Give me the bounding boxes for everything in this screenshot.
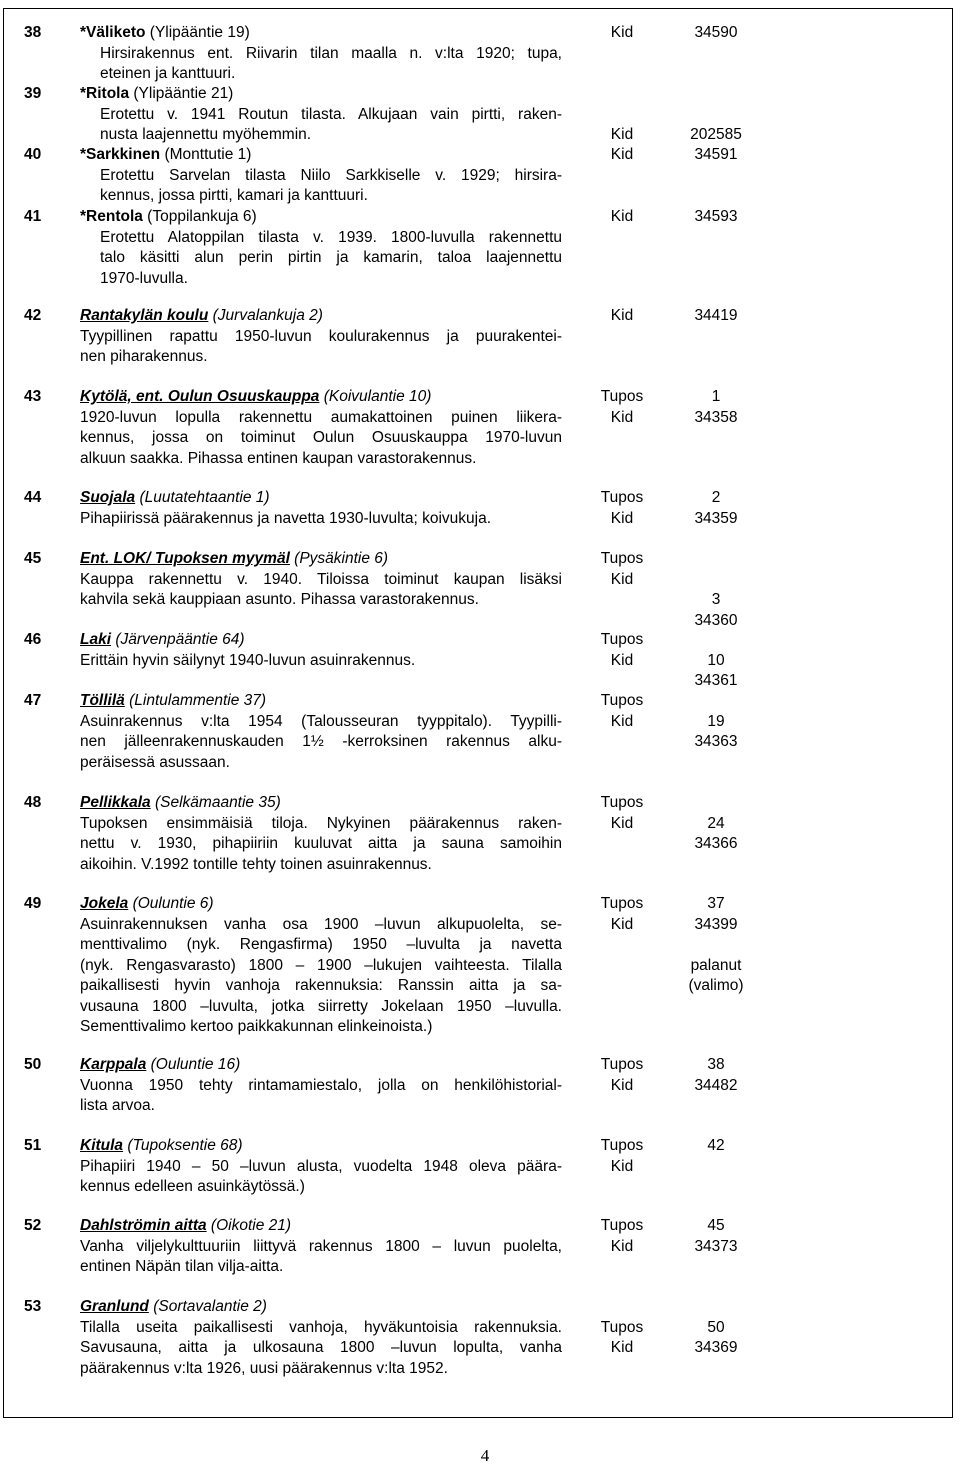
- code-column: [680, 145, 752, 166]
- entry-address: (Luutatehtaantie 1): [135, 489, 270, 506]
- entry-text-line: (nyk. Rengasvarasto) 1800 – 1900 –lukujen vaihteesta. Tilalla: [80, 956, 562, 974]
- source-label: Kid: [610, 651, 634, 669]
- source-column: [592, 1055, 652, 1096]
- entry-description: [80, 23, 562, 85]
- code-column: [680, 488, 752, 529]
- code-value: [680, 691, 752, 712]
- source-column: [592, 488, 652, 529]
- entry-description: [80, 145, 562, 207]
- entry-address: (Pysäkintie 6): [289, 550, 389, 567]
- entry-text-line: Pihapiiri 1940 – 50 –luvun alusta, vuodelta 1948 oleva päära-: [80, 1157, 562, 1175]
- entry-text-line: entinen Näpän tilan vilja-aitta.: [80, 1258, 284, 1275]
- entry-address: (Ouluntie 16): [146, 1056, 241, 1073]
- entry-text-line: kennus edelleen asuinkäytössä.): [80, 1178, 305, 1195]
- entry-description: [80, 84, 562, 146]
- source-label: Tupos: [600, 1318, 644, 1336]
- entry-number: 44: [24, 489, 42, 506]
- entry-title: *Väliketo: [80, 24, 146, 41]
- source-label: Kid: [610, 915, 634, 933]
- entry-text-line: lista arvoa.: [80, 1097, 155, 1114]
- code-value: 37: [707, 895, 725, 912]
- entry-title: *Ritola: [80, 85, 130, 102]
- source-label: Tupos: [600, 895, 644, 912]
- entry-title: Jokela: [80, 895, 129, 912]
- code-value: 2: [711, 489, 721, 506]
- source-label: Kid: [610, 712, 634, 730]
- code-value: 10: [707, 651, 725, 669]
- entry-description: [80, 549, 562, 611]
- entry-text-line: Asuinrakennuksen vanha osa 1900 –luvun alkupuolelta, se-: [80, 915, 562, 933]
- code-value: 34358: [694, 408, 738, 426]
- code-column: [680, 1136, 752, 1177]
- entry-address: (Selkämaantie 35): [150, 794, 281, 811]
- entry-number: 38: [24, 24, 42, 41]
- entry-number: 43: [24, 388, 42, 405]
- entry-text-line: Vanha viljelykulttuuriin liittyvä rakennus 1800 – luvun puolelta,: [80, 1237, 562, 1255]
- code-value: [680, 84, 752, 105]
- code-column: [680, 84, 752, 146]
- code-value: [680, 1297, 752, 1318]
- entry-text-line: Hirsirakennus ent. Riivarin tilan maalla n. v:lta 1920; tupa,: [100, 44, 562, 62]
- code-column: [680, 1216, 752, 1257]
- source-column: [592, 84, 652, 146]
- entry-text-line: Erittäin hyvin säilynyt 1940-luvun asuinrakennus.: [80, 651, 416, 669]
- code-column: [680, 691, 752, 753]
- entry-address: (Oikotie 21): [206, 1217, 292, 1234]
- entry-text-line: Tilalla useita paikallisesti vanhoja, hyväkuntoisia rakennuksia.: [80, 1318, 562, 1336]
- entry-number: 53: [24, 1298, 42, 1315]
- entry-number: 42: [24, 307, 42, 324]
- source-column: [592, 1136, 652, 1177]
- source-label: [592, 1297, 652, 1318]
- code-column: [680, 793, 752, 855]
- entry-description: [80, 1216, 562, 1278]
- code-value: [680, 1157, 752, 1178]
- entry-title: Suojala: [80, 489, 136, 506]
- code-column: [680, 23, 752, 44]
- entry-text-line: eteinen ja kanttuuri.: [100, 65, 236, 82]
- entry-text-line: Erotettu Sarvelan tilasta Niilo Sarkkiselle v. 1929; hirsira-: [100, 166, 562, 184]
- code-value: [680, 549, 752, 570]
- entry-description: [80, 1055, 562, 1117]
- entry-text-line: kennus, jossa on toiminut Oulun Osuuskauppa 1970-luvun: [80, 429, 562, 446]
- source-column: [592, 306, 652, 327]
- entry-title: Karppala: [80, 1056, 147, 1073]
- code-column: [680, 549, 752, 631]
- source-column: [592, 894, 652, 935]
- entry-text-line: nettu v. 1930, pihapiiriin kuuluvat aitta ja sauna samoihin: [80, 835, 562, 852]
- code-value: 34373: [694, 1237, 738, 1255]
- code-value: 38: [707, 1056, 725, 1073]
- entry-number: 45: [24, 550, 42, 567]
- code-value: 34360: [694, 611, 738, 629]
- entry-text-line: Erotettu v. 1941 Routun tilasta. Alkujaan vain pirtti, raken-: [100, 105, 562, 123]
- source-label: [592, 84, 652, 105]
- entry-text-line: nen piharakennus.: [80, 348, 208, 365]
- entry-number: 40: [24, 146, 42, 163]
- source-label: Tupos: [600, 794, 644, 811]
- code-value: [680, 630, 752, 651]
- code-value: [680, 935, 752, 956]
- entry-number: 39: [24, 85, 42, 102]
- code-value: 34363: [694, 733, 738, 750]
- entry-text-line: aikoihin. V.1992 tontille tehty toinen asuinrakennus.: [80, 855, 432, 873]
- source-column: [592, 387, 652, 428]
- entry-description: [80, 1136, 562, 1198]
- entry-text-line: Kauppa rakennettu v. 1940. Tiloissa toiminut kaupan lisäksi: [80, 570, 562, 588]
- entry-text-line: nen jälleenrakennuskauden 1½ -kerroksinen rakennus alku-: [80, 733, 562, 750]
- entry-title: Kytölä, ent. Oulun Osuuskauppa: [80, 388, 320, 405]
- entry-title: Pellikkala: [80, 794, 151, 811]
- source-label: Tupos: [600, 489, 644, 506]
- source-label: Kid: [610, 814, 634, 832]
- source-column: [592, 793, 652, 834]
- entry-text-line: Tupoksen ensimmäisiä tiloja. Nykyinen päärakennus raken-: [80, 814, 562, 832]
- source-label: Kid: [610, 1339, 634, 1356]
- code-value: 34593: [694, 208, 738, 225]
- code-value: 34591: [694, 146, 738, 163]
- source-label: Kid: [610, 408, 634, 426]
- code-value: 3: [711, 591, 721, 608]
- source-label: Kid: [610, 570, 634, 588]
- source-label: Tupos: [600, 1137, 644, 1154]
- entry-address: (Ylipääntie 19): [145, 24, 250, 41]
- entry-title: *Sarkkinen: [80, 146, 161, 163]
- page-number: 4: [480, 1446, 490, 1465]
- code-value: 45: [707, 1217, 725, 1234]
- entry-text-line: peräisessä asussaan.: [80, 753, 230, 771]
- entry-title: Töllilä: [80, 692, 125, 709]
- entry-description: [80, 1297, 562, 1379]
- code-value: 34482: [694, 1076, 738, 1094]
- source-label: [592, 105, 652, 126]
- entry-title: *Rentola: [80, 208, 143, 225]
- source-column: [592, 207, 652, 228]
- code-value: [680, 105, 752, 126]
- entry-text-line: alkuun saakka. Pihassa entinen kaupan varastorakennus.: [80, 449, 477, 467]
- entry-text-line: Asuinrakennus v:lta 1954 (Talousseuran tyyppitalo). Tyypilli-: [80, 712, 562, 730]
- source-label: Kid: [610, 509, 634, 527]
- code-value: 34359: [694, 509, 738, 527]
- entry-address: (Ylipääntie 21): [129, 85, 234, 102]
- code-value: 50: [707, 1318, 725, 1336]
- entry-description: [80, 630, 562, 671]
- entry-description: [80, 488, 562, 529]
- code-column: [680, 1055, 752, 1096]
- entry-title: Dahlströmin aitta: [80, 1217, 207, 1234]
- entry-number: 48: [24, 794, 42, 811]
- entry-title: Laki: [80, 631, 112, 648]
- source-label: Kid: [610, 307, 634, 324]
- entry-description: [80, 691, 562, 773]
- entry-text-line: 1970-luvulla.: [100, 269, 188, 287]
- entry-number: 52: [24, 1217, 42, 1234]
- code-value: 34366: [694, 835, 738, 852]
- code-value: [680, 570, 752, 591]
- source-label: Kid: [610, 208, 634, 225]
- source-label: Tupos: [600, 631, 644, 648]
- code-value: 34369: [694, 1339, 738, 1356]
- code-column: [680, 894, 752, 997]
- source-column: [592, 630, 652, 671]
- entry-address: (Ouluntie 6): [128, 895, 214, 912]
- entry-text-line: Vuonna 1950 tehty rintamamiestalo, jolla on henkilöhistorial-: [80, 1076, 562, 1094]
- entry-address: (Sortavalantie 2): [148, 1298, 267, 1315]
- entry-title: Kitula: [80, 1137, 124, 1154]
- source-column: [592, 1216, 652, 1257]
- code-column: [680, 306, 752, 327]
- entry-address: (Jurvalankuja 2): [208, 307, 323, 324]
- entry-text-line: päärakennus v:lta 1926, uusi päärakennus v:lta 1952.: [80, 1359, 448, 1377]
- entry-number: 41: [24, 208, 42, 225]
- entry-description: [80, 894, 562, 1038]
- source-label: Kid: [610, 1157, 634, 1175]
- code-value: 34361: [694, 672, 738, 689]
- entry-number: 47: [24, 692, 42, 709]
- entry-description: [80, 306, 562, 368]
- source-column: [592, 549, 652, 590]
- entry-text-line: Pihapiirissä päärakennus ja navetta 1930-luvulta; koivukuja.: [80, 509, 491, 527]
- entry-address: (Järvenpääntie 64): [111, 631, 245, 648]
- entry-text-line: Sementtivalimo kertoo paikkakunnan elinkeinoista.): [80, 1018, 433, 1035]
- entry-number: 50: [24, 1056, 42, 1073]
- code-value: 42: [707, 1137, 725, 1154]
- source-column: [592, 23, 652, 44]
- source-label: Kid: [610, 146, 634, 163]
- source-label: Tupos: [600, 1056, 644, 1073]
- source-label: Kid: [610, 1076, 634, 1094]
- code-value: 202585: [690, 126, 742, 143]
- entry-address: (Toppilankuja 6): [142, 208, 257, 225]
- code-column: [680, 207, 752, 228]
- source-label: Tupos: [600, 388, 644, 405]
- entry-address: (Koivulantie 10): [319, 388, 432, 405]
- entry-text-line: menttivalimo (nyk. Rengasfirma) 1950 –luvulta ja navetta: [80, 936, 562, 953]
- source-column: [592, 1297, 652, 1359]
- source-label: Tupos: [600, 692, 644, 709]
- entry-address: (Lintulammentie 37): [124, 692, 267, 709]
- source-label: Kid: [610, 126, 634, 143]
- entry-text-line: Tyypillinen rapattu 1950-luvun koulurakennus ja puurakentei-: [80, 327, 562, 345]
- entry-description: [80, 793, 562, 875]
- entry-description: [80, 207, 562, 289]
- entry-text-line: kennus, jossa pirtti, kamari ja kanttuuri.: [100, 187, 368, 204]
- source-column: [592, 145, 652, 166]
- entry-text-line: Savusauna, aitta ja ulkosauna 1800 –luvun lopulta, vanha: [80, 1339, 562, 1356]
- entry-text-line: nusta laajennettu myöhemmin.: [100, 126, 312, 143]
- entry-number: 49: [24, 895, 42, 912]
- code-value: palanut: [690, 956, 742, 974]
- code-value: (valimo): [688, 977, 744, 994]
- entry-title: Rantakylän koulu: [80, 307, 209, 324]
- entry-number: 51: [24, 1137, 42, 1154]
- code-value: 19: [707, 712, 725, 730]
- entry-text-line: vusauna 1800 –luvulta, jotka siirretty Jokelaan 1950 –luvulla.: [80, 997, 562, 1015]
- code-value: 34399: [694, 915, 738, 933]
- entry-title: Granlund: [80, 1298, 149, 1315]
- source-column: [592, 691, 652, 732]
- code-column: [680, 387, 752, 428]
- code-value: 34419: [694, 307, 738, 324]
- source-label: Tupos: [600, 1217, 644, 1234]
- entry-number: 46: [24, 631, 42, 648]
- code-column: [680, 630, 752, 692]
- code-value: 24: [707, 814, 725, 832]
- code-value: [680, 793, 752, 814]
- entry-description: [80, 387, 562, 469]
- code-value: 34590: [694, 24, 738, 41]
- entry-text-line: kahvila sekä kauppiaan asunto. Pihassa varastorakennus.: [80, 591, 479, 608]
- entry-text-line: paikallisesti hyvin vanhoja rakennuksia: Ranssin aitta ja sa-: [80, 977, 562, 994]
- entry-address: (Monttutie 1): [160, 146, 252, 163]
- entry-title: Ent. LOK/ Tupoksen myymäl: [80, 550, 290, 567]
- entry-text-line: talo käsitti alun perin pirtin ja kamarin, taloa laajennettu: [100, 249, 562, 266]
- entry-address: (Tupoksentie 68): [123, 1137, 243, 1154]
- entry-text-line: 1920-luvun lopulla rakennettu aumakattoinen puinen liikera-: [80, 408, 562, 426]
- source-label: Kid: [610, 1237, 634, 1255]
- code-column: [680, 1297, 752, 1359]
- code-value: 1: [711, 388, 721, 405]
- entry-text-line: Erotettu Alatoppilan tilasta v. 1939. 1800-luvulla rakennettu: [100, 228, 562, 246]
- source-label: Kid: [610, 24, 634, 41]
- source-label: Tupos: [600, 550, 644, 567]
